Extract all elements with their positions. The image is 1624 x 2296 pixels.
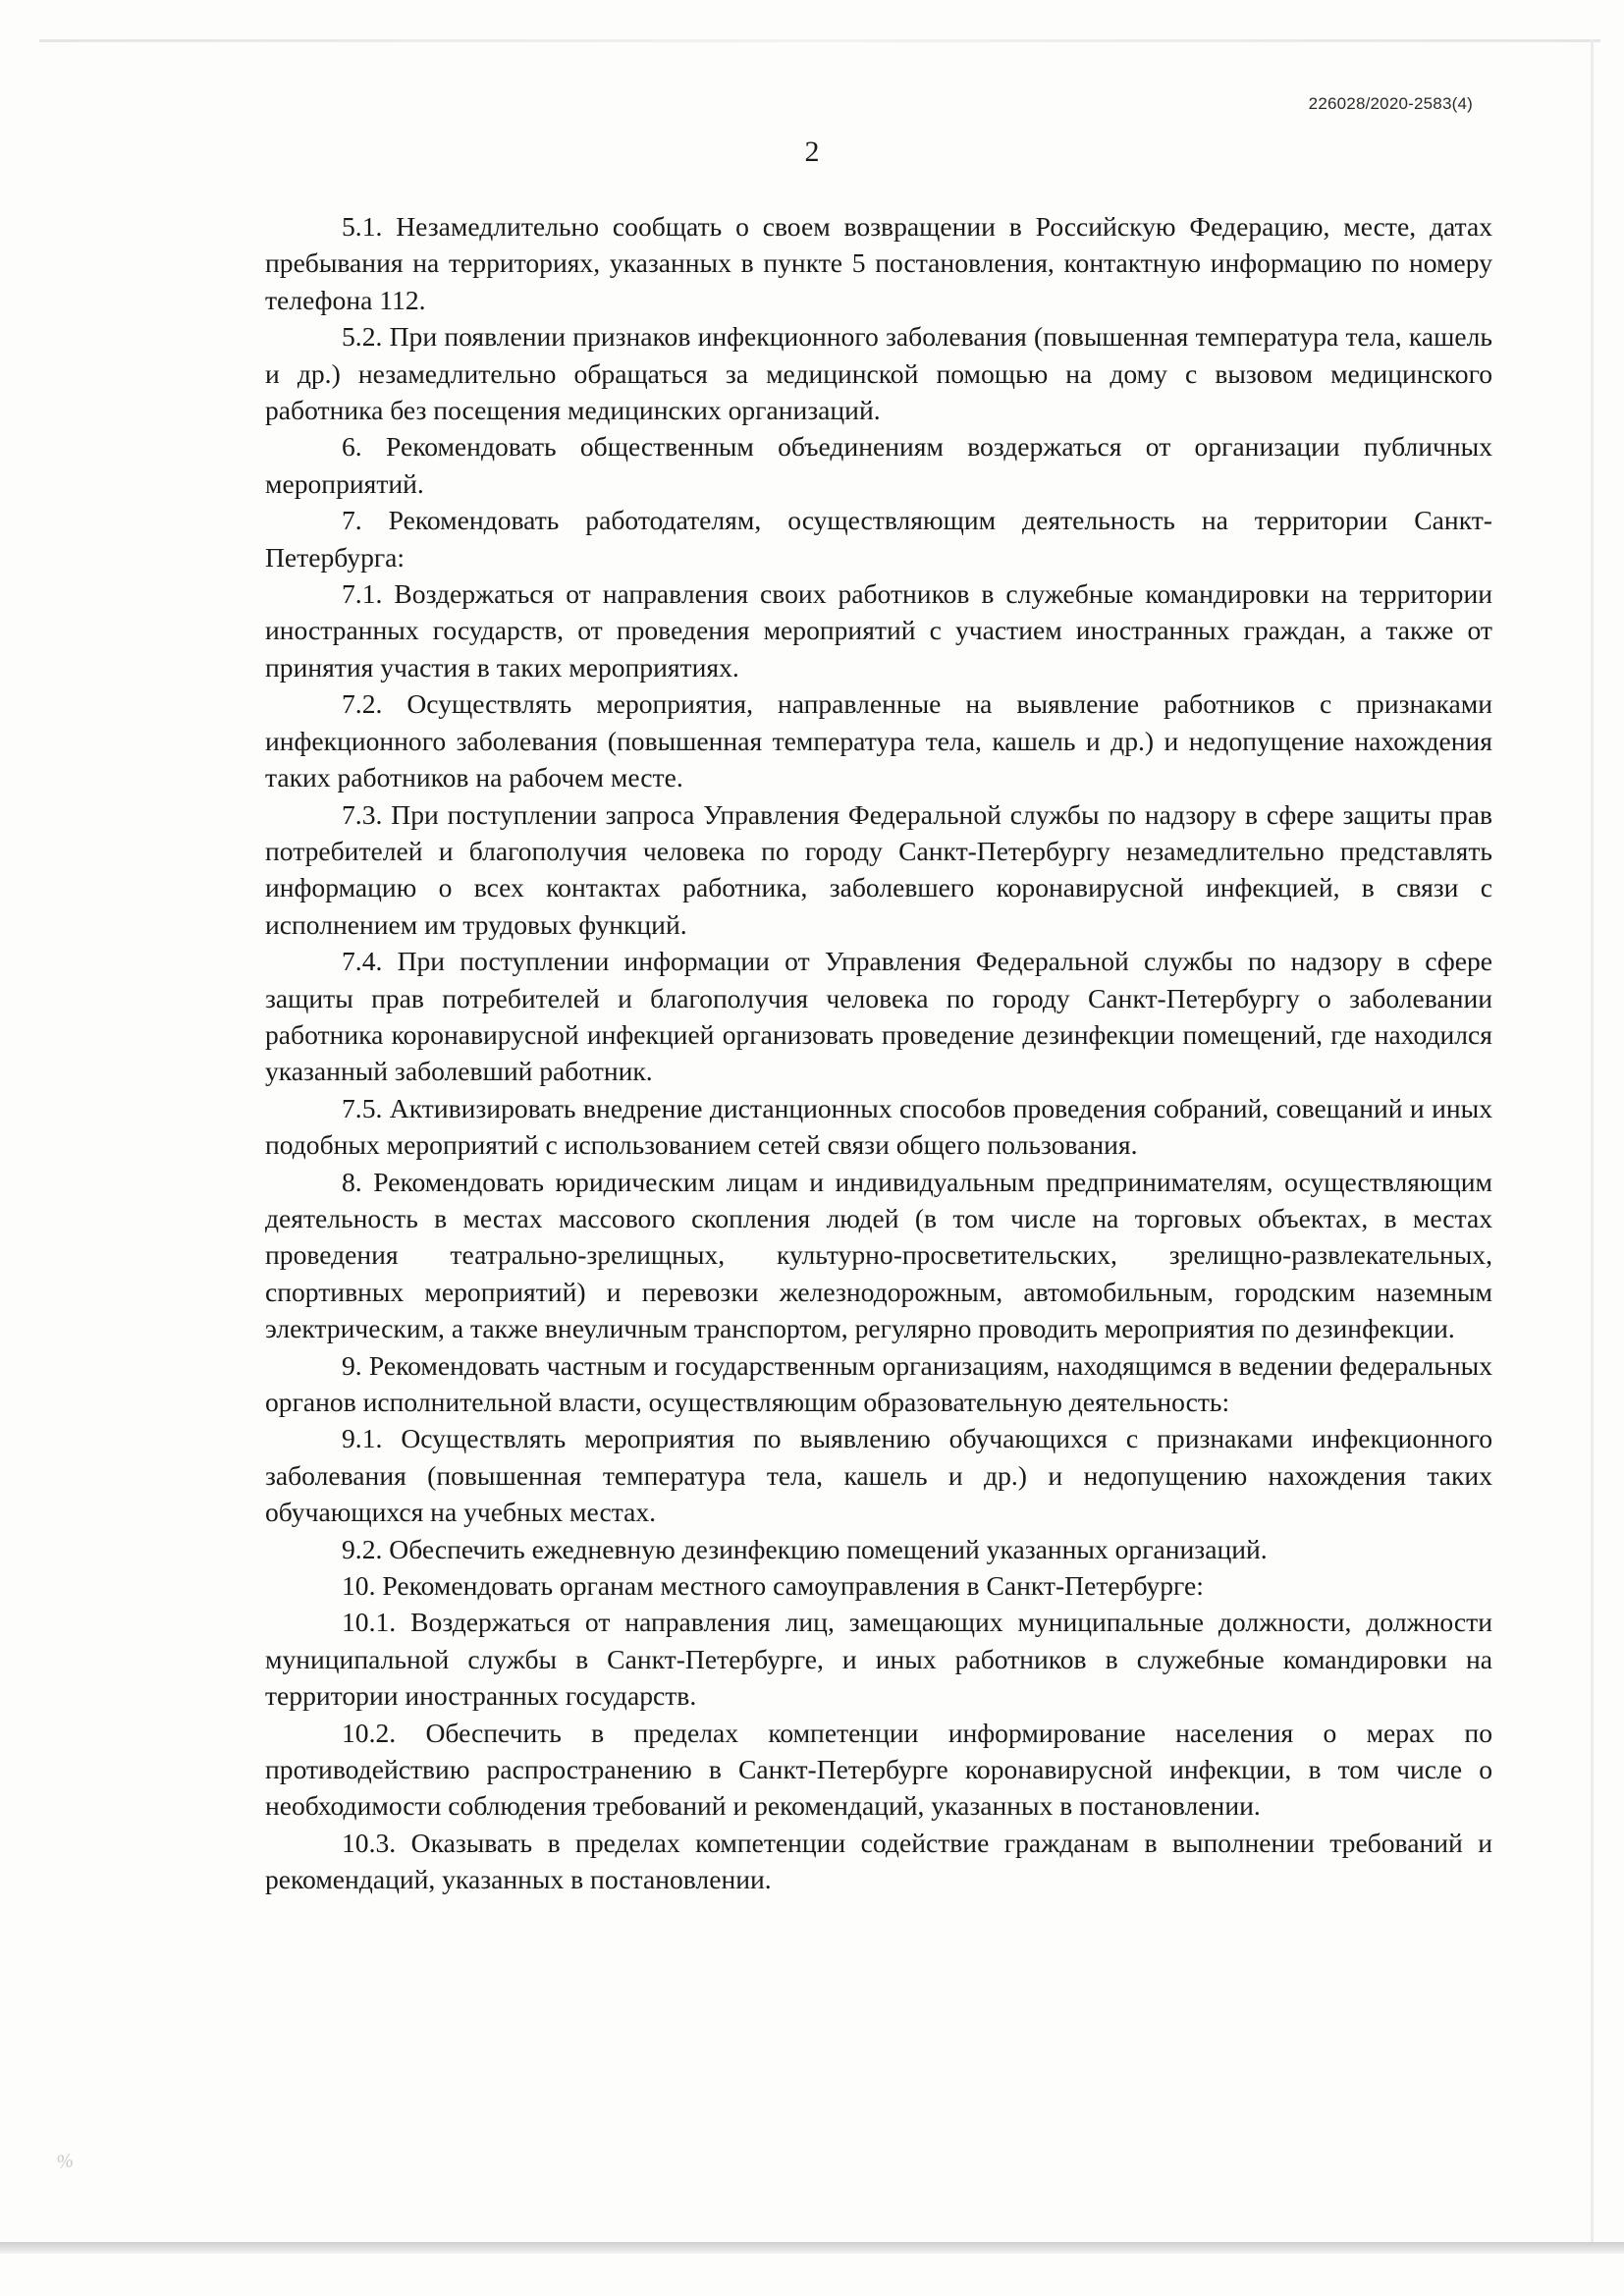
paragraph-9-1: 9.1. Осуществлять мероприятия по выявлению обучающихся с признаками инфекционного заболевания (повышенная температура тела, кашель и др.) и недопущению нахождения таких обучающихся на учебных местах. bbox=[265, 1423, 1492, 1528]
paragraph-10-3: 10.3. Оказывать в пределах компетенции содействие гражданам в выполнении требований и рекомендаций, указанных в постановлении. bbox=[265, 1827, 1492, 1895]
paragraph-10-2: 10.2. Обеспечить в пределах компетенции информирование населения о мерах по противодействию распространению в Санкт-Петербурге коронавирусной инфекции, в том числе о необходимости соблюдения требований и рекомендаций, указанных в постановлении. bbox=[265, 1717, 1492, 1822]
scan-edge-right bbox=[1591, 39, 1594, 2249]
margin-handwritten-mark: % bbox=[55, 2149, 76, 2174]
paragraph-7-3: 7.3. При поступлении запроса Управления Федеральной службы по надзору в сфере защиты прав потребителей и благополучия человека по городу Санкт-Петербургу незамедлительно представлять информацию о всех контактах работника, заболевшего коронавирусной инфекцией, в связи с исполнением им трудовых функций. bbox=[265, 798, 1492, 940]
paragraph-7: 7. Рекомендовать работодателям, осуществляющим деятельность на территории Санкт-Петербурга: bbox=[265, 505, 1492, 573]
paragraph-7-4: 7.4. При поступлении информации от Управления Федеральной службы по надзору в сфере защиты прав потребителей и благополучия человека по городу Санкт-Петербургу о заболевании работника коронавирусной инфекцией организовать проведение дезинфекции помещений, где находился указанный заболевший работник. bbox=[265, 946, 1492, 1087]
paragraph-5-2: 5.2. При появлении признаков инфекционного заболевания (повышенная температура тела, кашель и др.) незамедлительно обращаться за медицинской помощью на дому с вызовом медицинского работника без посещения медицинских организаций. bbox=[265, 321, 1492, 426]
paragraph-9-2: 9.2. Обеспечить ежедневную дезинфекцию помещений указанных организаций. bbox=[342, 1533, 1268, 1564]
document-id: 226028/2020-2583(4) bbox=[1308, 94, 1473, 113]
scan-edge-top bbox=[39, 39, 1600, 42]
paragraph-5-1: 5.1. Незамедлительно сообщать о своем возвращении в Российскую Федерацию, месте, датах пребывания на территориях, указанных в пункте 5 постановления, контактную информацию по номеру телефона 112. bbox=[265, 211, 1492, 315]
document-body bbox=[265, 208, 1492, 1898]
paragraph-7-5: 7.5. Активизировать внедрение дистанционных способов проведения собраний, совещаний и иных подобных мероприятий с использованием сетей связи общего пользования. bbox=[265, 1092, 1492, 1161]
paragraph-10: 10. Рекомендовать органам местного самоуправления в Санкт-Петербурге: bbox=[342, 1570, 1204, 1602]
scan-edge-bottom bbox=[0, 2242, 1624, 2254]
paragraph-7-1: 7.1. Воздержаться от направления своих работников в служебные командировки на территории иностранных государств, от проведения мероприятий с участием иностранных граждан, а также от принятия участия в таких мероприятиях. bbox=[265, 578, 1492, 683]
paragraph-7-2: 7.2. Осуществлять мероприятия, направленные на выявление работников с признаками инфекционного заболевания (повышенная температура тела, кашель и др.) и недопущение нахождения таких работников на рабочем месте. bbox=[265, 688, 1492, 793]
paragraph-9: 9. Рекомендовать частным и государственным организациям, находящимся в ведении федеральных органов исполнительной власти, осуществляющим образовательную деятельность: bbox=[265, 1349, 1492, 1417]
paragraph-8: 8. Рекомендовать юридическим лицам и индивидуальным предпринимателям, осуществляющим деятельность в местах массового скопления людей (в том числе на торговых объектах, в местах проведения театрально-зрелищных, культурно-просветительских, зрелищно-развлекательных, спортивных мероприятий) и перевозки железнодорожным, автомобильным, городским наземным электрическим, а также внеуличным транспортом, регулярно проводить мероприятия по дезинфекции. bbox=[265, 1166, 1492, 1344]
paragraph-6: 6. Рекомендовать общественным объединениям воздержаться от организации публичных мероприятий. bbox=[265, 431, 1492, 499]
paragraph-10-1: 10.1. Воздержаться от направления лиц, замещающих муниципальные должности, должности муниципальной службы в Санкт-Петербурге, и иных работников в служебные командировки на территории иностранных государств. bbox=[265, 1607, 1492, 1712]
page-number: 2 bbox=[804, 136, 820, 168]
